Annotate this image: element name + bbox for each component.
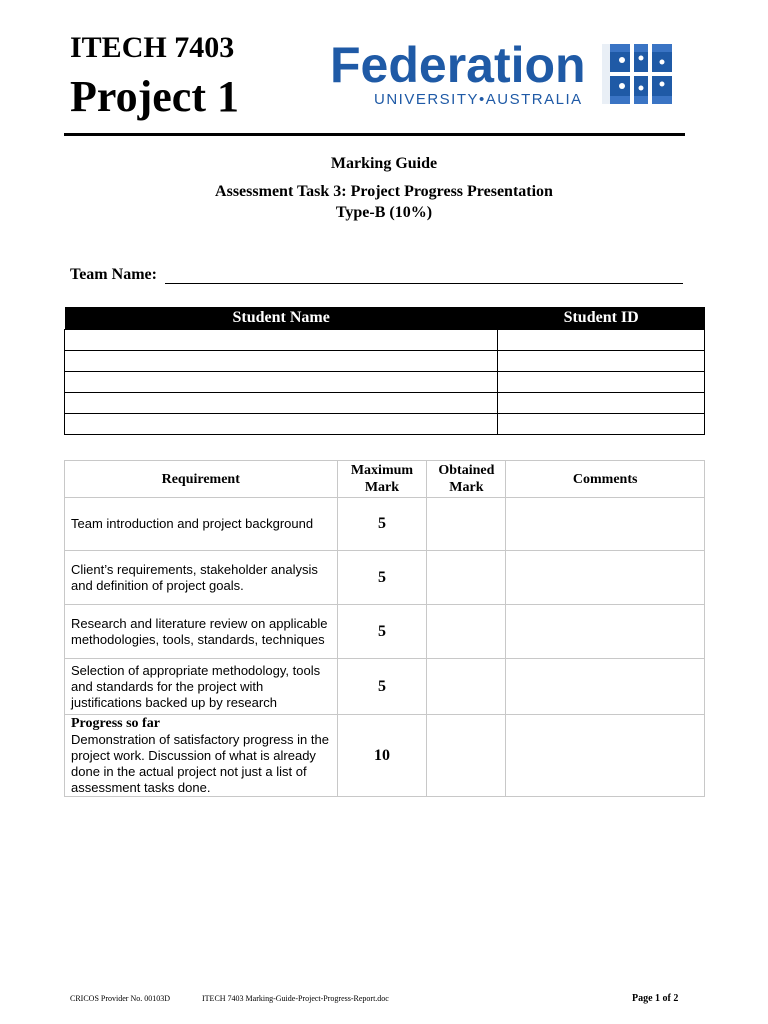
obtained-mark-header (427, 461, 506, 498)
team-name-field[interactable] (165, 268, 683, 284)
marking-row (65, 659, 705, 715)
marking-row (65, 715, 705, 797)
header-divider (64, 133, 685, 136)
logo-wordmark: Federation (330, 38, 586, 93)
student-name-cell[interactable] (65, 372, 498, 393)
obtained-mark-cell[interactable] (427, 605, 506, 659)
assessment-task-title: Assessment Task 3: Project Progress Presentation (215, 183, 553, 200)
marking-guide-title: Marking Guide (330, 155, 438, 172)
student-row (65, 330, 705, 351)
footer-cricos: CRICOS Provider No. 00103D (70, 994, 171, 1003)
student-row (65, 351, 705, 372)
comments-header: Comments (506, 461, 705, 498)
requirement-cell: Selection of appropriate methodology, tools and standards for the project with justifications backed up by research (65, 659, 338, 715)
footer-filename: ITECH 7403 Marking-Guide-Project-Progress-Report.doc (202, 994, 389, 1003)
marking-row (65, 605, 705, 659)
maximum-mark-header (337, 461, 427, 498)
obtained-mark-cell[interactable] (427, 659, 506, 715)
obtained-mark-cell[interactable] (427, 498, 506, 551)
maximum-mark-cell: 5 (337, 659, 427, 715)
requirement-cell: Team introduction and project background (65, 498, 338, 551)
footer-page-number: Page 1 of 2 (632, 993, 679, 1004)
student-row (65, 372, 705, 393)
requirement-cell (65, 715, 338, 797)
requirement-heading: Progress so far (71, 716, 160, 731)
logo-subtitle: UNIVERSITY•AUSTRALIA (374, 91, 583, 108)
marking-row (65, 551, 705, 605)
comments-cell[interactable] (506, 715, 705, 797)
student-name-cell[interactable] (65, 393, 498, 414)
obtained-mark-header-line2: Mark (449, 480, 484, 495)
comments-cell[interactable] (506, 659, 705, 715)
student-id-cell[interactable] (498, 372, 705, 393)
maximum-mark-cell: 5 (337, 551, 427, 605)
obtained-mark-header-line1: Obtained (438, 463, 495, 478)
obtained-mark-cell[interactable] (427, 551, 506, 605)
university-logo (326, 38, 676, 110)
marking-row (65, 498, 705, 551)
student-row (65, 393, 705, 414)
flag-icon (602, 44, 672, 104)
team-name-label: Team Name: (70, 266, 157, 283)
logo-graphic (326, 38, 676, 110)
student-row (65, 414, 705, 435)
requirement-cell: Client’s requirements, stakeholder analysis and definition of project goals. (65, 551, 338, 605)
student-table (64, 307, 705, 435)
project-title: Project 1 (70, 72, 239, 121)
student-name-cell[interactable] (65, 330, 498, 351)
student-name-cell[interactable] (65, 414, 498, 435)
course-code: ITECH 7403 (70, 31, 235, 64)
requirement-description: Demonstration of satisfactory progress in the project work. Discussion of what is already done in the actual project not just a list of assessment tasks done. (71, 732, 329, 795)
comments-cell[interactable] (506, 605, 705, 659)
marking-table (64, 460, 705, 797)
comments-cell[interactable] (506, 498, 705, 551)
student-id-cell[interactable] (498, 393, 705, 414)
student-id-cell[interactable] (498, 351, 705, 372)
maximum-mark-cell: 5 (337, 498, 427, 551)
requirement-header: Requirement (65, 461, 338, 498)
requirement-cell: Research and literature review on applicable methodologies, tools, standards, techniques (65, 605, 338, 659)
student-id-cell[interactable] (498, 414, 705, 435)
maximum-mark-cell: 10 (337, 715, 427, 797)
student-name-header: Student Name (65, 307, 498, 330)
maximum-mark-cell: 5 (337, 605, 427, 659)
student-id-cell[interactable] (498, 330, 705, 351)
obtained-mark-cell[interactable] (427, 715, 506, 797)
team-name-row (70, 266, 683, 284)
comments-cell[interactable] (506, 551, 705, 605)
assessment-type: Type-B (10%) (335, 204, 433, 221)
maximum-mark-header-line1: Maximum (350, 463, 414, 478)
maximum-mark-header-line2: Mark (364, 480, 400, 495)
student-name-cell[interactable] (65, 351, 498, 372)
student-id-header: Student ID (498, 307, 705, 330)
